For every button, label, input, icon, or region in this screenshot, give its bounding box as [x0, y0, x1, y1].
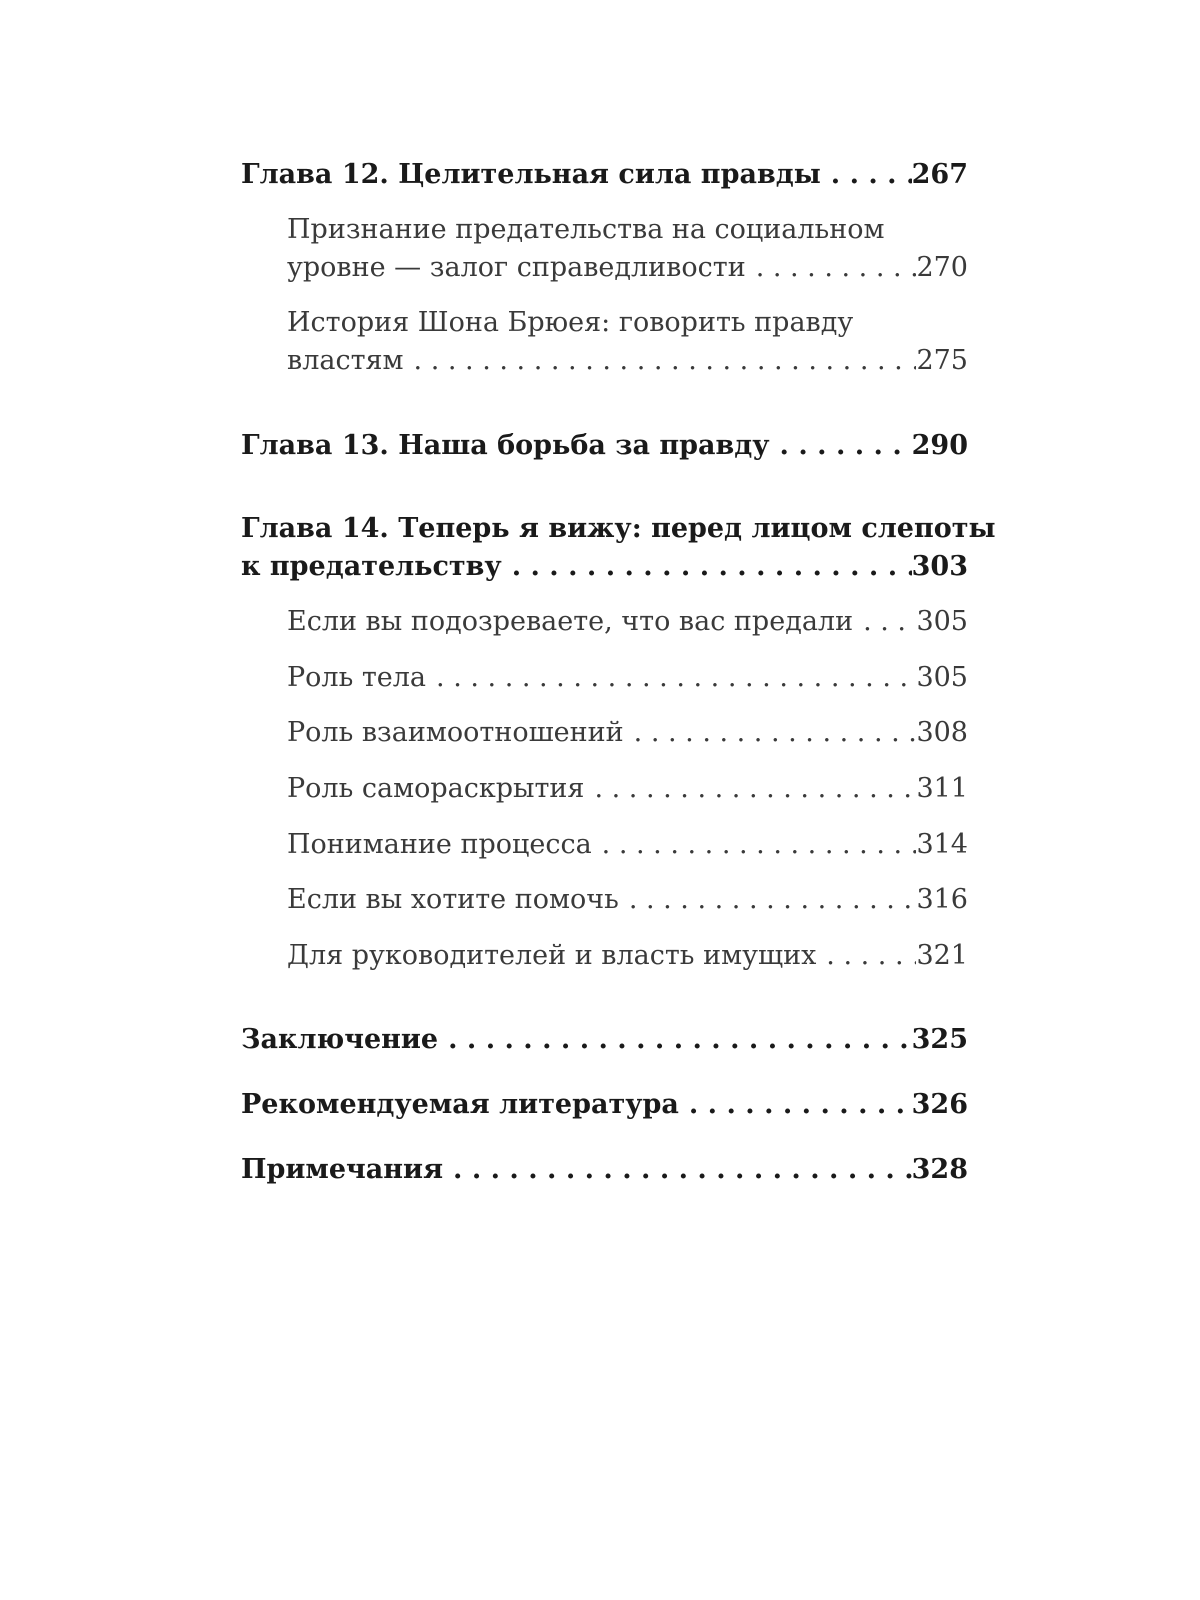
toc-entry-chapter-13[interactable]	[241, 426, 968, 466]
toc-entry-title: Примечания	[241, 1154, 444, 1185]
toc-entry-title: уровне — залог справедливости	[287, 252, 746, 283]
toc-subentry-social-recognition[interactable]	[287, 248, 968, 288]
toc-entry-title: к предательству	[241, 551, 502, 582]
toc-page-number: 275	[916, 345, 968, 376]
toc-entry-title: Понимание процесса	[287, 829, 592, 860]
toc-subentry[interactable]	[287, 880, 968, 920]
toc-leader-dots	[853, 602, 916, 642]
toc-entry-title: История Шона Брюея: говорить правду	[287, 307, 854, 338]
toc-entry-notes[interactable]	[241, 1150, 968, 1190]
toc-subentry[interactable]	[287, 825, 968, 865]
toc-subentry[interactable]	[287, 713, 968, 753]
toc-leader-dots	[770, 426, 912, 466]
toc-entry-title: Если вы хотите помочь	[287, 884, 619, 915]
toc-leader-dots	[438, 1020, 912, 1060]
toc-entry-recommended-reading[interactable]	[241, 1085, 968, 1125]
toc-leader-dots	[443, 1150, 912, 1190]
toc-leader-dots	[816, 936, 916, 976]
toc-leader-dots	[404, 341, 917, 381]
toc-page-number: 316	[916, 884, 968, 915]
toc-page-number: 311	[916, 773, 968, 804]
toc-entry-title: Глава 13. Наша борьба за правду	[241, 430, 770, 461]
toc-entry-title: Роль взаимоотношений	[287, 717, 624, 748]
toc-entry-title: Рекомендуемая литература	[241, 1089, 679, 1120]
toc-entry-chapter-14[interactable]	[241, 547, 968, 587]
toc-entry-title: властям	[287, 345, 404, 376]
toc-page-number: 305	[916, 662, 968, 693]
toc-page-number: 326	[911, 1089, 968, 1120]
toc-page-number: 314	[916, 829, 968, 860]
toc-entry-title: Глава 14. Теперь я вижу: перед лицом слепоты	[241, 513, 996, 544]
toc-page-number: 328	[911, 1154, 968, 1185]
toc-page-number: 305	[916, 606, 968, 637]
toc-page-number: 308	[916, 717, 968, 748]
toc-entry-title: Роль самораскрытия	[287, 773, 585, 804]
toc-leader-dots	[679, 1085, 912, 1125]
toc-leader-dots	[426, 658, 916, 698]
toc-page-number: 290	[911, 430, 968, 461]
toc-leader-dots	[821, 155, 912, 195]
toc-page-number: 321	[916, 940, 968, 971]
toc-entry-title: Если вы подозреваете, что вас предали	[287, 606, 854, 637]
toc-subentry-sean-bruyea[interactable]	[287, 341, 968, 381]
toc-entry-title: Признание предательства на социальном	[287, 214, 885, 245]
toc-entry-chapter-12[interactable]	[241, 155, 968, 195]
toc-leader-dots	[619, 880, 917, 920]
toc-subentry[interactable]	[287, 602, 968, 642]
toc-subentry[interactable]	[287, 769, 968, 809]
toc-subentry[interactable]	[287, 658, 968, 698]
toc-leader-dots	[584, 769, 916, 809]
toc-entry-title: Глава 12. Целительная сила правды	[241, 159, 821, 190]
toc-subentry[interactable]	[287, 936, 968, 976]
toc-leader-dots	[502, 547, 912, 587]
toc-entry-title: Роль тела	[287, 662, 427, 693]
toc-leader-dots	[592, 825, 917, 865]
toc-entry-conclusion[interactable]	[241, 1020, 968, 1060]
toc-entry-title: Для руководителей и власть имущих	[287, 940, 817, 971]
toc-page-number: 267	[911, 159, 968, 190]
toc-page-number: 325	[911, 1024, 968, 1055]
toc-page-number: 270	[916, 252, 968, 283]
toc-leader-dots	[624, 713, 917, 753]
toc-entry-title: Заключение	[241, 1024, 439, 1055]
toc-page-number: 303	[911, 551, 968, 582]
toc-leader-dots	[746, 248, 917, 288]
